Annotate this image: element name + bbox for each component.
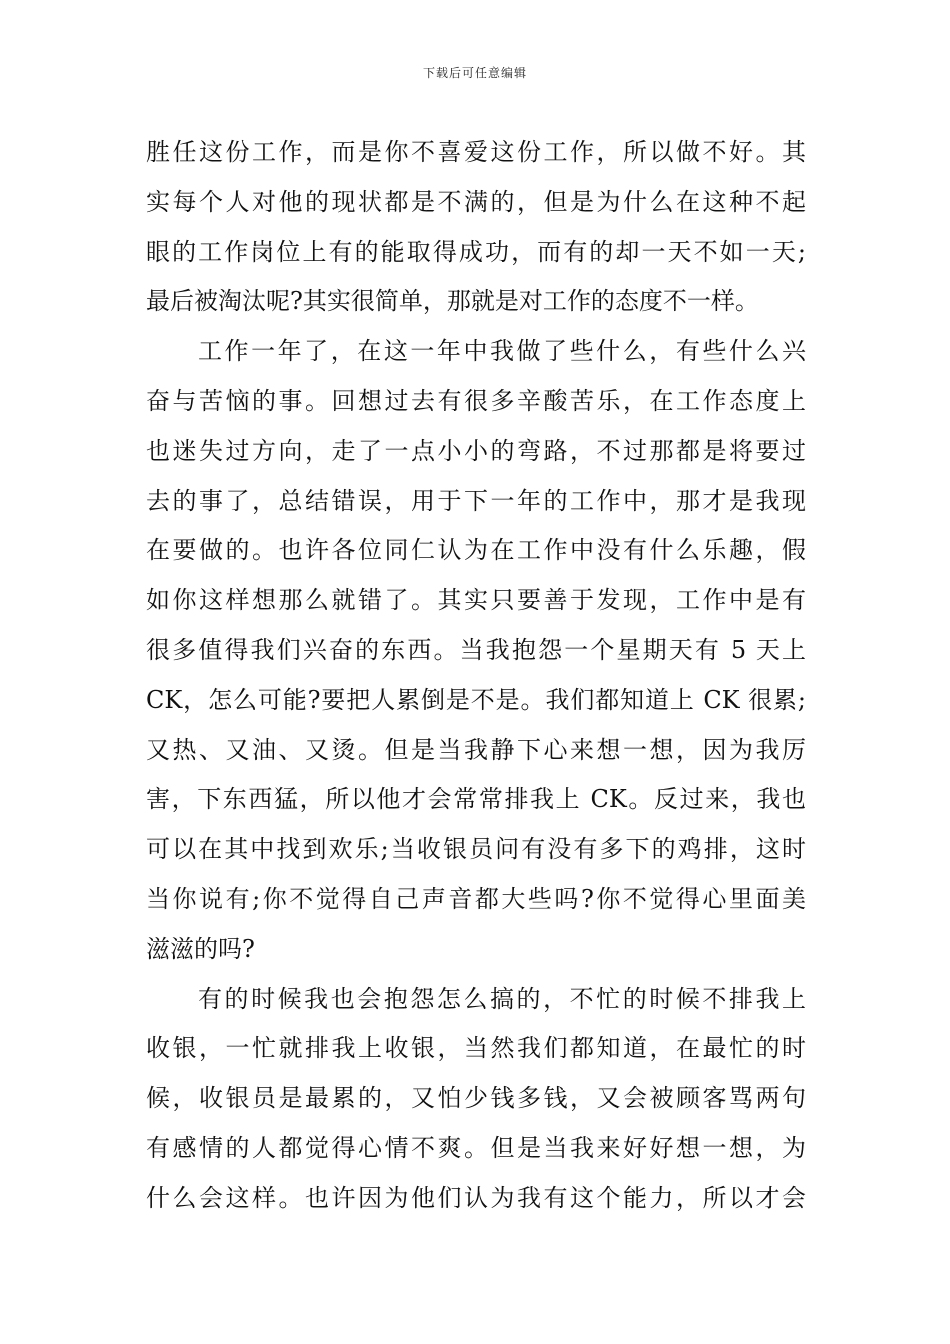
paragraph-1 xyxy=(146,128,806,327)
text-line: 当你说有;你不觉得自己声音都大些吗?你不觉得心里面美 xyxy=(146,884,806,913)
text-line: 在要做的。也许各位同仁认为在工作中没有什么乐趣，假 xyxy=(146,536,806,565)
paragraph-3 xyxy=(146,975,806,1224)
text-line: 害，下东西猛，所以他才会常常排我上 CK。反过来，我也 xyxy=(146,785,806,814)
text-line: 胜任这份工作，而是你不喜爱这份工作，所以做不好。其 xyxy=(146,138,806,166)
text-line: 眼的工作岗位上有的能取得成功，而有的却一天不如一天; xyxy=(146,237,806,266)
text-line: 可以在其中找到欢乐;当收银员问有没有多下的鸡排，这时 xyxy=(146,835,806,864)
text-line: CK，怎么可能?要把人累倒是不是。我们都知道上 CK 很累; xyxy=(146,685,806,714)
text-line: 候，收银员是最累的，又怕少钱多钱，又会被顾客骂两句 xyxy=(146,1084,806,1113)
text-line: 也迷失过方向，走了一点小小的弯路，不过那都是将要过 xyxy=(146,436,806,465)
text-line: 很多值得我们兴奋的东西。当我抱怨一个星期天有 5 天上 xyxy=(146,635,806,664)
text-line: 又热、又油、又烫。但是当我静下心来想一想，因为我厉 xyxy=(146,735,806,764)
text-line: 什么会这样。也许因为他们认为我有这个能力，所以才会 xyxy=(146,1183,806,1212)
text-line: 最后被淘汰呢?其实很简单，那就是对工作的态度不一样。 xyxy=(146,287,759,316)
text-line: 去的事了，总结错误，用于下一年的工作中，那才是我现 xyxy=(146,486,806,515)
text-line: 有感情的人都觉得心情不爽。但是当我来好好想一想，为 xyxy=(146,1133,806,1162)
text-line: 有的时候我也会抱怨怎么搞的，不忙的时候不排我上 xyxy=(198,984,806,1013)
document-body xyxy=(146,128,806,1224)
paragraph-2 xyxy=(146,327,806,974)
text-line: 奋与苦恼的事。回想过去有很多辛酸苦乐，在工作态度上 xyxy=(146,386,806,415)
page-header: 下载后可任意编辑 xyxy=(422,66,527,80)
text-line: 收银，一忙就排我上收银，当然我们都知道，在最忙的时 xyxy=(146,1034,806,1063)
text-line: 如你这样想那么就错了。其实只要善于发现，工作中是有 xyxy=(146,586,806,615)
text-line: 实每个人对他的现状都是不满的，但是为什么在这种不起 xyxy=(146,187,806,216)
text-line: 滋滋的吗? xyxy=(146,934,255,963)
text-line: 工作一年了，在这一年中我做了些什么，有些什么兴 xyxy=(198,337,806,366)
